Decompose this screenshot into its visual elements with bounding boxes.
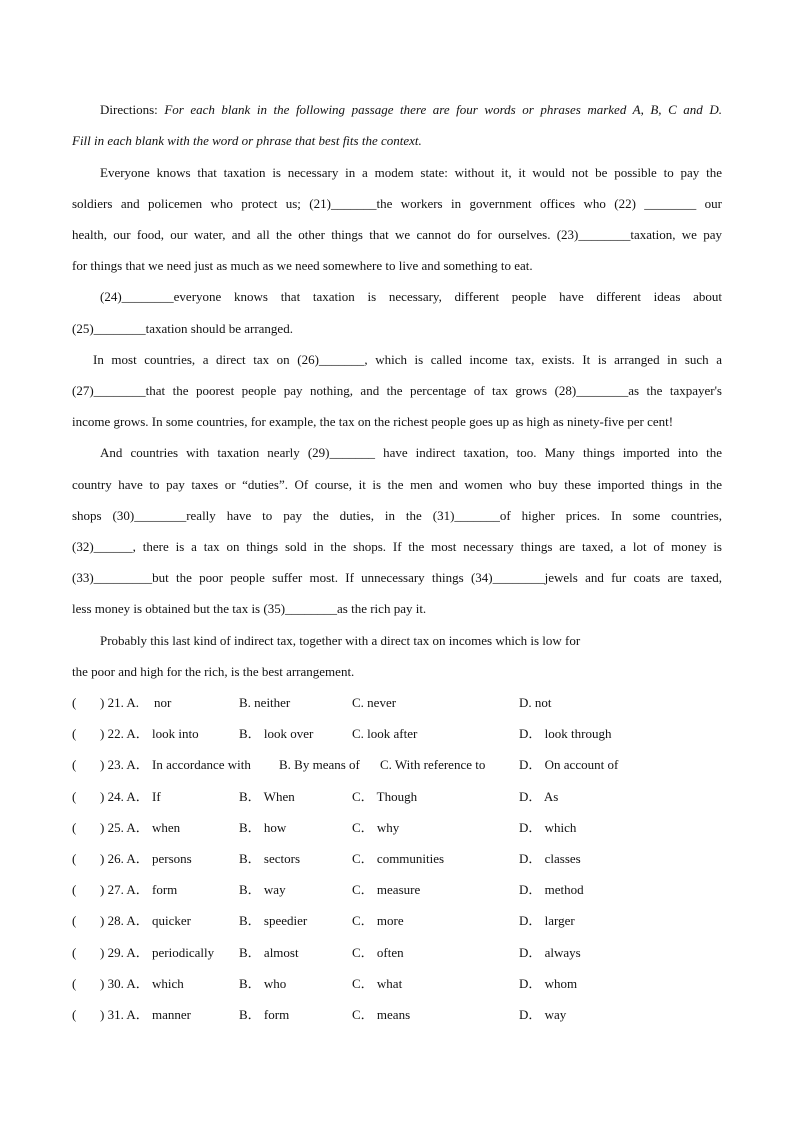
answer-paren: ( xyxy=(72,913,77,928)
question-row-22 xyxy=(72,725,722,743)
option-c: C. With reference to xyxy=(380,757,486,772)
option-c: C． what xyxy=(352,976,403,991)
option-d: D． method xyxy=(519,882,584,897)
passage-line: (27)________that the poorest people pay nothing, and the percentage of tax grows (28)________as the taxpayer's xyxy=(72,383,722,398)
option-b: B． who xyxy=(239,976,287,991)
directions-line-2 xyxy=(72,132,722,150)
question-number: ) 23. A． xyxy=(100,757,149,772)
question-number: ) 22. A． xyxy=(100,726,149,741)
option-b: B. By means of xyxy=(279,757,360,772)
question-number: ) 27. A． xyxy=(100,882,149,897)
option-a: form xyxy=(152,882,178,897)
question-row-30 xyxy=(72,975,722,993)
question-row-25 xyxy=(72,819,722,837)
passage-line: Probably this last kind of indirect tax, together with a direct tax on incomes which is low for xyxy=(100,633,581,648)
option-d: D. not xyxy=(519,695,552,710)
passage-line: shops (30)________really have to pay the duties, in the (31)_______of higher prices. In some countries, xyxy=(72,508,722,523)
passage-line: soldiers and policemen who protect us; (21)_______the workers in government offices who (22) ________ our xyxy=(72,196,722,211)
option-a: look into xyxy=(152,726,199,741)
passage-line: (32)______, there is a tax on things sold in the shops. If the most necessary things are taxed, a lot of money is xyxy=(72,539,722,554)
option-a: persons xyxy=(152,851,192,866)
option-c: C． Though xyxy=(352,789,418,804)
option-d: D． On account of xyxy=(519,757,619,772)
passage-line: for things that we need just as much as we need somewhere to live and something to eat. xyxy=(72,258,533,273)
option-d: D． way xyxy=(519,1007,567,1022)
answer-paren: ( xyxy=(72,976,77,991)
option-b: B． form xyxy=(239,1007,290,1022)
option-d: D． always xyxy=(519,945,581,960)
answer-paren: ( xyxy=(72,1007,77,1022)
option-b: B． speedier xyxy=(239,913,308,928)
option-b: B． how xyxy=(239,820,287,835)
option-b: B． almost xyxy=(239,945,299,960)
passage-line: (25)________taxation should be arranged. xyxy=(72,321,293,336)
option-b: B． When xyxy=(239,789,295,804)
option-b: B． way xyxy=(239,882,286,897)
option-a: quicker xyxy=(152,913,191,928)
question-number: ) 31. A． xyxy=(100,1007,149,1022)
option-a: which xyxy=(152,976,184,991)
passage-line: In most countries, a direct tax on (26)_______, which is called income tax, exists. It is arranged in such a xyxy=(93,352,722,367)
question-row-31 xyxy=(72,1006,722,1024)
option-a: periodically xyxy=(152,945,215,960)
question-number: ) 26. A． xyxy=(100,851,149,866)
answer-paren: ( xyxy=(72,851,77,866)
question-number: ) 30. A． xyxy=(100,976,149,991)
answer-paren: ( xyxy=(72,882,77,897)
option-a: nor xyxy=(154,695,172,710)
option-c: C． measure xyxy=(352,882,421,897)
answer-paren: ( xyxy=(72,757,77,772)
question-row-29 xyxy=(72,944,722,962)
option-d: D． look through xyxy=(519,726,612,741)
answer-paren: ( xyxy=(72,945,77,960)
directions-label: Directions: xyxy=(100,102,165,117)
question-number: ) 21. A. xyxy=(100,695,139,710)
option-c: C． why xyxy=(352,820,400,835)
option-c: C. look after xyxy=(352,726,418,741)
option-c: C． means xyxy=(352,1007,411,1022)
directions-text-1: For each blank in the following passage there are four words or phrases marked A, B, C and D. xyxy=(164,102,722,117)
directions-line-1 xyxy=(100,101,722,119)
passage-line: less money is obtained but the tax is (35)________as the rich pay it. xyxy=(72,601,427,616)
option-a: when xyxy=(152,820,181,835)
passage-line: And countries with taxation nearly (29)_______ have indirect taxation, too. Many things imported into the xyxy=(100,445,722,460)
directions-text-2: Fill in each blank with the word or phrase that best fits the context. xyxy=(72,133,422,148)
question-row-24 xyxy=(72,788,722,806)
option-a: If xyxy=(152,789,161,804)
option-a: manner xyxy=(152,1007,191,1022)
answer-paren: ( xyxy=(72,695,77,710)
answer-paren: ( xyxy=(72,820,77,835)
option-c: C． more xyxy=(352,913,404,928)
passage-line: health, our food, our water, and all the other things that we cannot do for ourselves. (23)________taxation, we pay xyxy=(72,227,722,242)
passage-line: (33)_________but the poor people suffer most. If unnecessary things (34)________jewels and fur coats are taxed, xyxy=(72,570,722,585)
option-d: D． As xyxy=(519,789,559,804)
question-number: ) 29. A． xyxy=(100,945,149,960)
question-number: ) 28. A． xyxy=(100,913,149,928)
passage-line: the poor and high for the rich, is the best arrangement. xyxy=(72,664,355,679)
answer-paren: ( xyxy=(72,789,77,804)
option-d: D． which xyxy=(519,820,577,835)
question-row-27 xyxy=(72,881,722,899)
passage-line: Everyone knows that taxation is necessary in a modem state: without it, it would not be possible to pay the xyxy=(100,165,722,180)
question-row-26 xyxy=(72,850,722,868)
option-b: B. neither xyxy=(239,695,291,710)
question-row-28 xyxy=(72,912,722,930)
question-number: ) 24. A． xyxy=(100,789,149,804)
option-d: D． classes xyxy=(519,851,581,866)
option-d: D． whom xyxy=(519,976,578,991)
question-row-23 xyxy=(72,756,722,774)
option-b: B． sectors xyxy=(239,851,301,866)
passage-line: (24)________everyone knows that taxation is necessary, different people have different ideas about xyxy=(100,289,722,304)
option-c: C． communities xyxy=(352,851,445,866)
answer-paren: ( xyxy=(72,726,77,741)
question-row-21 xyxy=(72,694,722,712)
option-b: B． look over xyxy=(239,726,314,741)
question-number: ) 25. A． xyxy=(100,820,149,835)
passage-line: income grows. In some countries, for example, the tax on the richest people goes up as high as ninety-five per cent! xyxy=(72,414,674,429)
option-c: C． often xyxy=(352,945,404,960)
option-d: D． larger xyxy=(519,913,575,928)
passage-line: country have to pay taxes or “duties”. Of course, it is the men and women who buy these imported things in the xyxy=(72,477,722,492)
option-c: C. never xyxy=(352,695,397,710)
option-a: In accordance with xyxy=(152,757,251,772)
